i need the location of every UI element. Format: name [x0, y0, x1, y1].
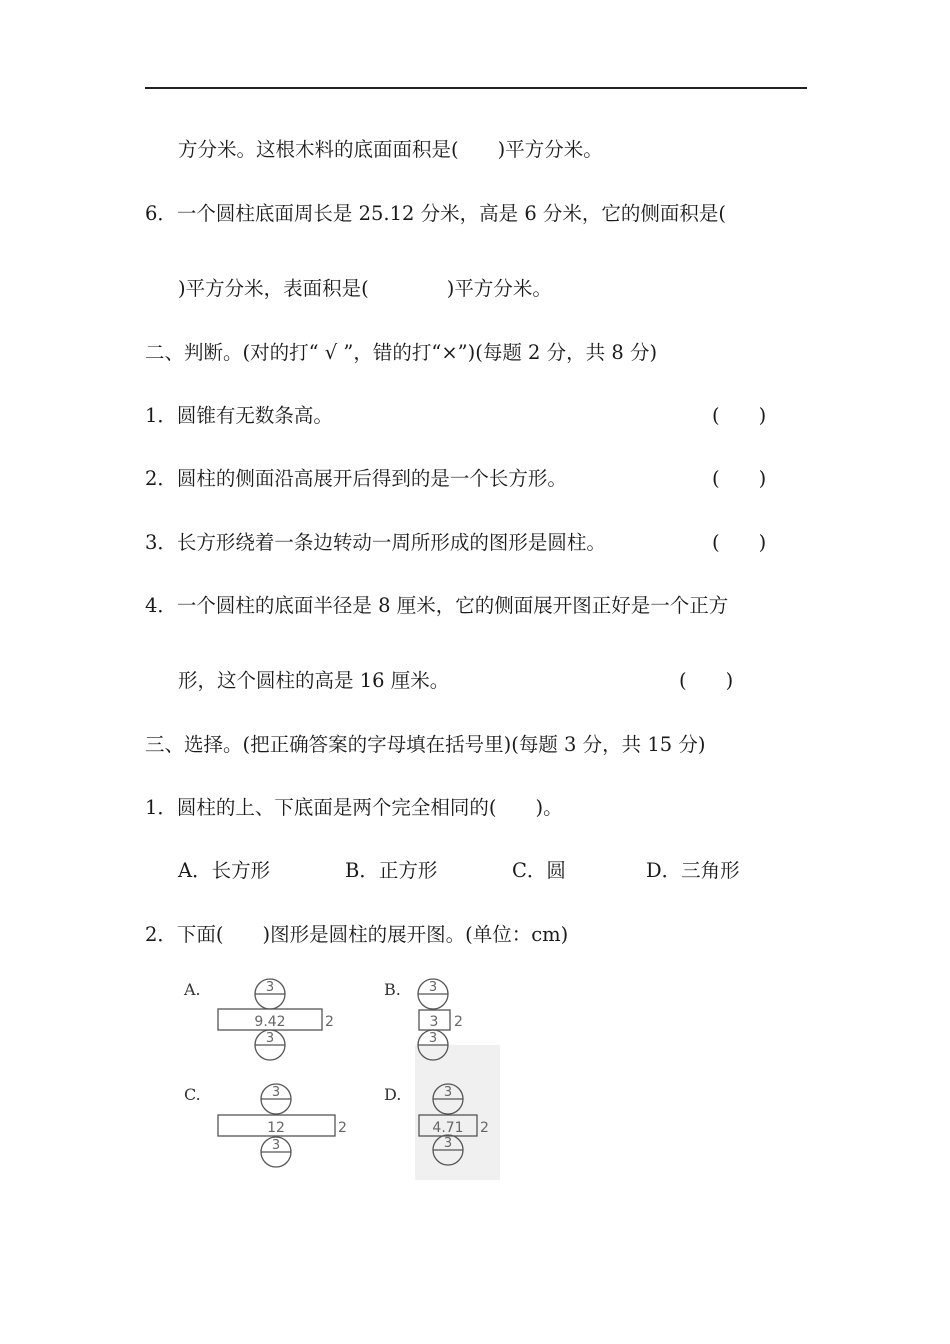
judge-item-4: 4．一个圆柱的底面半径是 8 厘米，它的侧面展开图正好是一个正方: [145, 594, 729, 617]
judge-item-1: 1．圆锥有无数条高。: [145, 404, 333, 427]
figure-b-length: 3: [429, 1014, 439, 1030]
figure-c: [184, 1084, 347, 1167]
figure-d-height: 2: [480, 1120, 489, 1136]
choice-q2: 2．下面( )图形是圆柱的展开图。(单位：cm): [145, 923, 569, 946]
figure-c-label: C.: [184, 1085, 201, 1104]
figure-b-label: B.: [384, 980, 401, 999]
q6-line1: 6．一个圆柱底面周长是 25.12 分米，高是 6 分米，它的侧面积是(: [145, 202, 727, 225]
q6-line2: )平方分米，表面积是( )平方分米。: [178, 277, 552, 300]
figure-c-length: 12: [267, 1120, 285, 1136]
figure-b-height: 2: [454, 1014, 463, 1030]
option-d: D．三角形: [646, 859, 740, 882]
header-rule: [145, 87, 807, 89]
figure-a-top-diameter: 3: [265, 980, 275, 995]
figure-c-height: 2: [338, 1120, 347, 1136]
answer-paren-4[interactable]: ( ): [679, 669, 734, 692]
option-a: A．长方形: [178, 859, 271, 882]
option-c: C．圆: [512, 859, 566, 882]
option-b: B．正方形: [345, 859, 438, 882]
figure-d-bottom-diameter: 3: [443, 1136, 453, 1151]
figure-c-top-diameter: 3: [271, 1085, 281, 1100]
figure-b-top-diameter: 3: [428, 980, 438, 995]
figure-a-length: 9.42: [254, 1014, 286, 1030]
q5-continuation: 方分米。这根木料的底面面积是( )平方分米。: [178, 138, 603, 161]
judge-item-4-cont: 形，这个圆柱的高是 16 厘米。: [178, 669, 450, 692]
watermark-block: [415, 1045, 500, 1180]
figure-a: [183, 979, 334, 1060]
figure-d-top-diameter: 3: [443, 1085, 453, 1100]
figure-d-label: D.: [384, 1085, 402, 1104]
figure-a-height: 2: [325, 1014, 334, 1030]
answer-paren-2[interactable]: ( ): [712, 467, 767, 490]
section2-title: 二、判断。(对的打“ √ ”，错的打“×”)(每题 2 分，共 8 分): [145, 341, 658, 364]
figure-c-bottom-diameter: 3: [271, 1138, 281, 1153]
judge-item-2: 2．圆柱的侧面沿高展开后得到的是一个长方形。: [145, 467, 567, 490]
cylinder-nets-figure: [170, 975, 510, 1185]
answer-paren-3[interactable]: ( ): [712, 531, 767, 554]
judge-item-3: 3．长方形绕着一条边转动一周所形成的图形是圆柱。: [145, 531, 606, 554]
section3-title: 三、选择。(把正确答案的字母填在括号里)(每题 3 分，共 15 分): [145, 733, 706, 756]
figure-a-bottom-diameter: 3: [265, 1031, 275, 1046]
figure-d-length: 4.71: [432, 1120, 464, 1136]
answer-paren-1[interactable]: ( ): [712, 404, 767, 427]
figure-a-label: A.: [184, 980, 201, 999]
figure-b-bottom-diameter: 3: [428, 1031, 438, 1046]
choice-q1: 1．圆柱的上、下底面是两个完全相同的( )。: [145, 796, 563, 819]
